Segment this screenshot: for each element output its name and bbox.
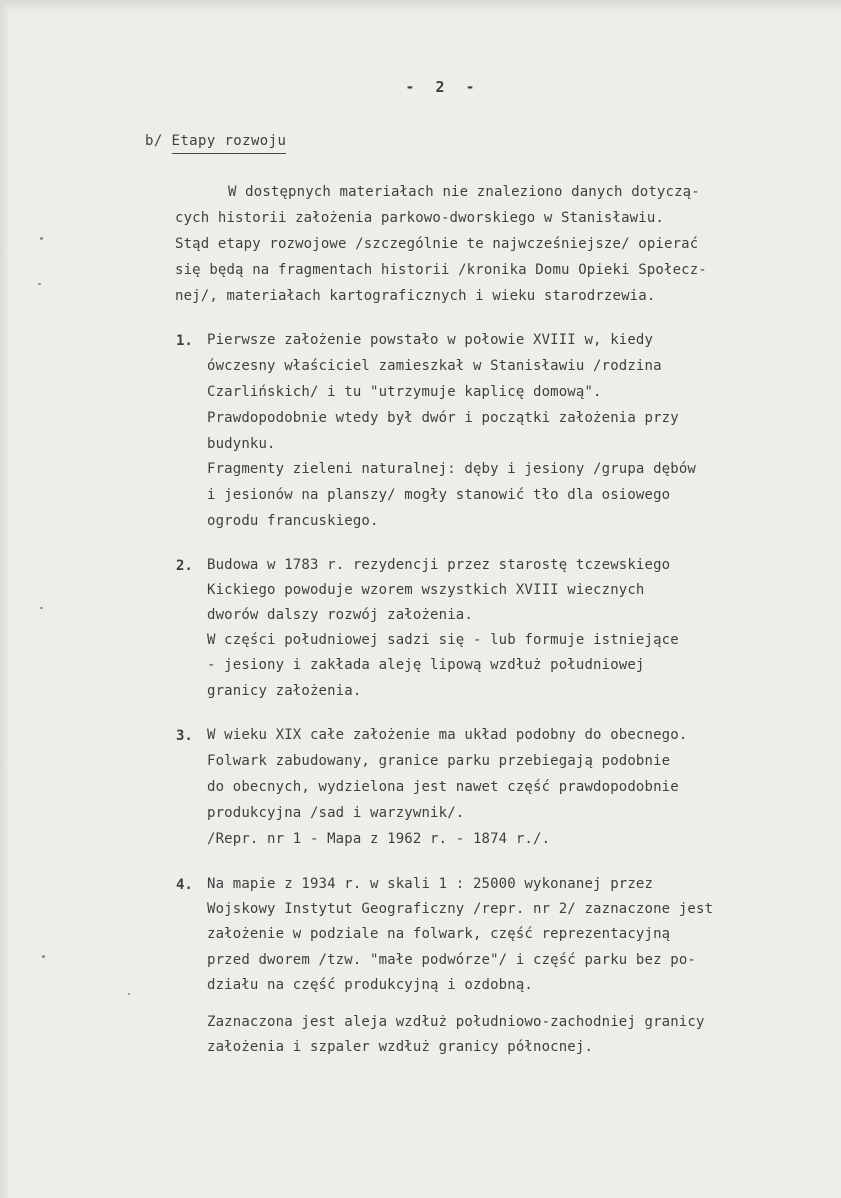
page-number: - 2 - — [405, 78, 481, 96]
list-item-line: granicy założenia. — [207, 683, 362, 699]
list-item-line: dworów dalszy rozwój założenia. — [207, 607, 473, 623]
list-item-line: Budowa w 1783 r. rezydencji przez starostę tczewskiego — [207, 557, 671, 573]
list-item-number: 1. — [176, 333, 193, 349]
list-item-line: Czarlińskich/ i tu "utrzymuje kaplicę domową". — [207, 384, 602, 400]
list-item-line: przed dworem /tzw. "małe podwórze"/ i część parku bez po- — [207, 952, 696, 968]
section-label: b/ — [145, 133, 172, 149]
section-title: Etapy rozwoju — [172, 133, 287, 154]
list-item-number: 3. — [176, 728, 193, 744]
list-item-line: do obecnych, wydzielona jest nawet część prawdopodobnie — [207, 779, 679, 795]
page-edge-shadow-left — [0, 0, 10, 1198]
list-item-line: produkcyjna /sad i warzywnik/. — [207, 805, 465, 821]
section-heading — [145, 133, 286, 149]
scan-speck — [42, 955, 45, 958]
list-item-number: 2. — [176, 558, 193, 574]
intro-line: Stąd etapy rozwojowe /szczególnie te najwcześniejsze/ opierać — [175, 236, 699, 252]
list-item-line: budynku. — [207, 436, 276, 452]
list-item-line: - jesiony i zakłada aleję lipową wzdłuż południowej — [207, 657, 645, 673]
page-edge-shadow-top — [0, 0, 841, 12]
list-item-line: Folwark zabudowany, granice parku przebiegają podobnie — [207, 753, 671, 769]
list-item-line: Na mapie z 1934 r. w skali 1 : 25000 wykonanej przez — [207, 876, 654, 892]
intro-line: cych historii założenia parkowo-dworskiego w Stanisławiu. — [175, 210, 664, 226]
intro-line: się będą na fragmentach historii /kronika Domu Opieki Społecz- — [175, 262, 707, 278]
scan-speck — [38, 283, 41, 285]
list-item-number: 4. — [176, 877, 193, 893]
list-item-line: założenia i szpaler wzdłuż granicy północnej. — [207, 1039, 594, 1055]
list-item-line: W części południowej sadzi się - lub formuje istniejące — [207, 632, 679, 648]
intro-line: nej/, materiałach kartograficznych i wieku starodrzewia. — [175, 288, 656, 304]
list-item-line: Kickiego powoduje wzorem wszystkich XVIII wiecznych — [207, 582, 645, 598]
scan-speck — [40, 607, 43, 609]
scan-speck — [128, 993, 130, 995]
list-item-line: Prawdopodobnie wtedy był dwór i początki założenia przy — [207, 410, 679, 426]
intro-line: W dostępnych materiałach nie znaleziono danych dotyczą- — [228, 184, 700, 200]
scan-speck — [40, 237, 43, 240]
list-item-line: /Repr. nr 1 - Mapa z 1962 r. - 1874 r./. — [207, 831, 551, 847]
list-item-line: założenie w podziale na folwark, część reprezentacyjną — [207, 926, 671, 942]
list-item-line: ogrodu francuskiego. — [207, 513, 379, 529]
list-item-line: Wojskowy Instytut Geograficzny /repr. nr 2/ zaznaczone jest — [207, 901, 714, 917]
list-item-line: ówczesny właściciel zamieszkał w Stanisławiu /rodzina — [207, 358, 662, 374]
list-item-line: Pierwsze założenie powstało w połowie XVIII w, kiedy — [207, 332, 654, 348]
list-item-line: Zaznaczona jest aleja wzdłuż południowo-zachodniej granicy — [207, 1014, 705, 1030]
list-item-line: Fragmenty zieleni naturalnej: dęby i jesiony /grupa dębów — [207, 461, 696, 477]
list-item-line: działu na część produkcyjną i ozdobną. — [207, 977, 533, 993]
list-item-line: i jesionów na planszy/ mogły stanowić tło dla osiowego — [207, 487, 671, 503]
list-item-line: W wieku XIX całe założenie ma układ podobny do obecnego. — [207, 727, 688, 743]
